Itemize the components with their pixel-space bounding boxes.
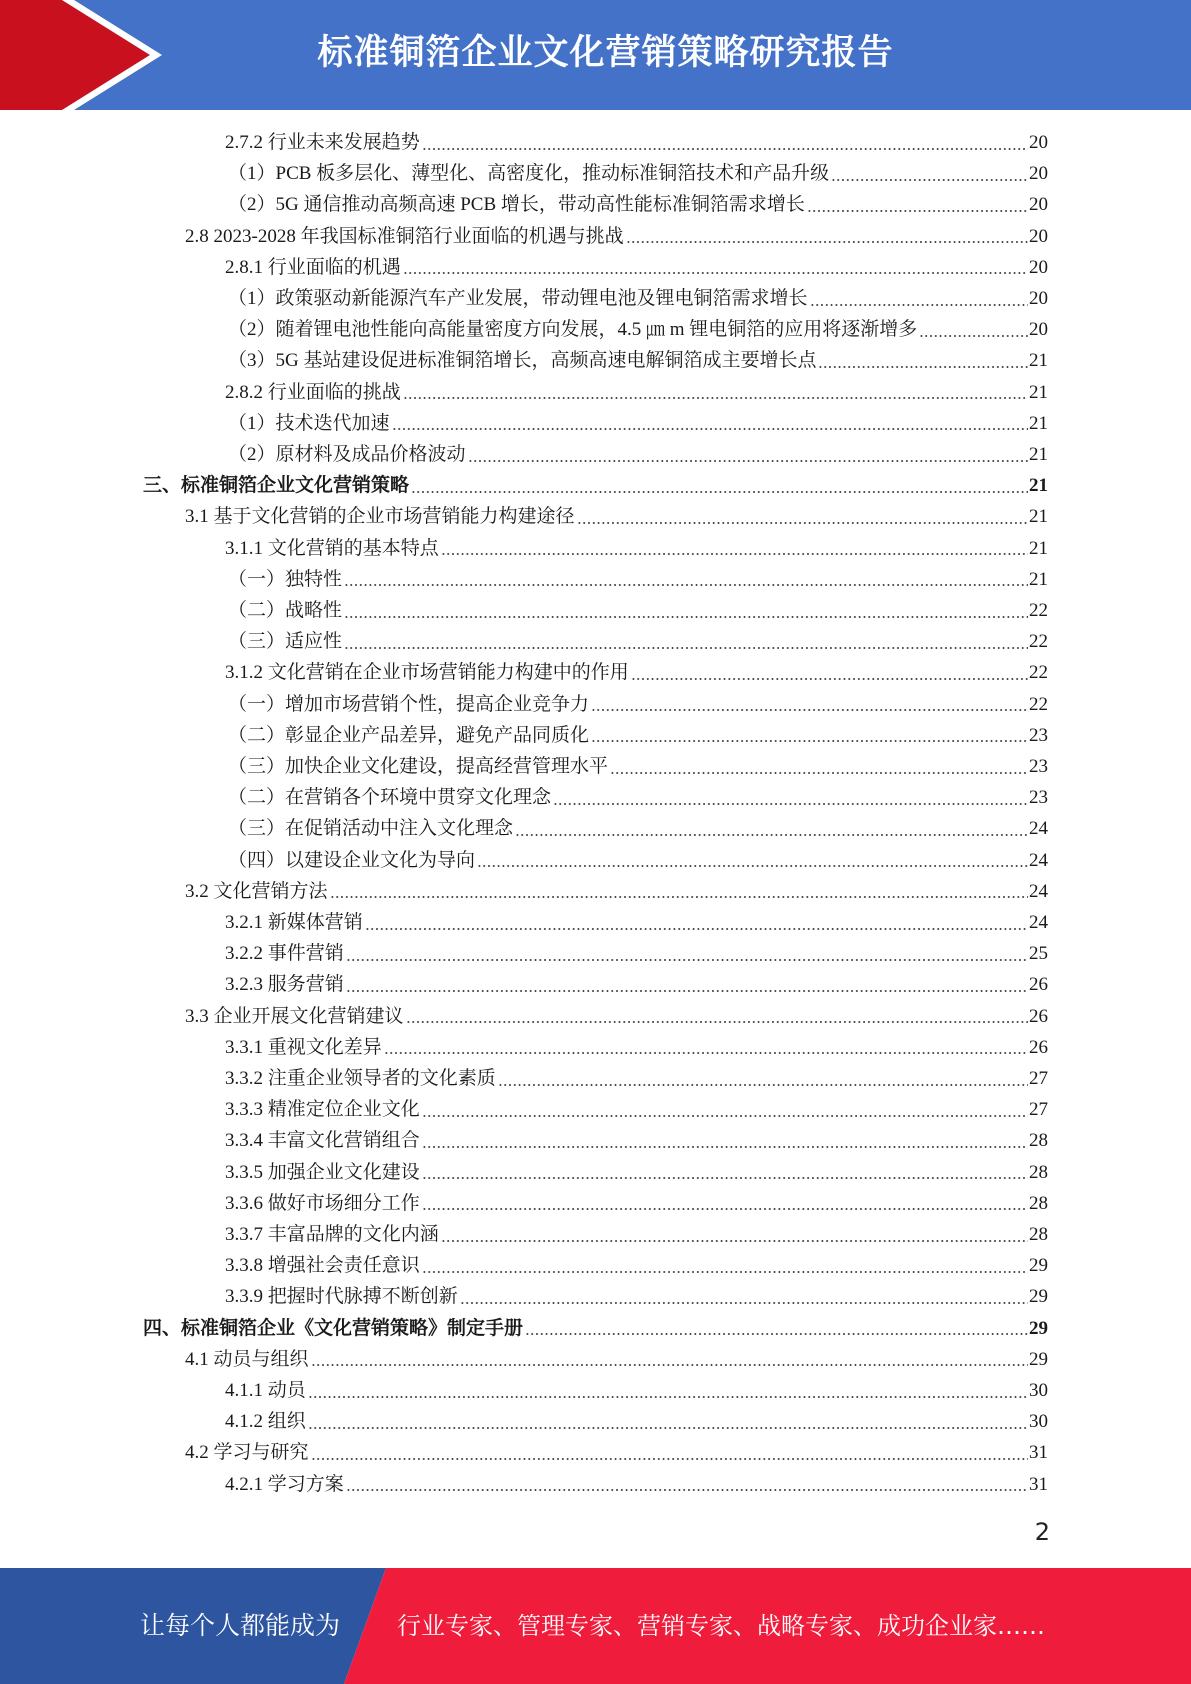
toc-dot-leader: [308, 1427, 1028, 1429]
toc-dot-leader: [591, 740, 1028, 742]
toc-entry[interactable]: [228, 408, 1048, 439]
toc-entry[interactable]: [185, 1437, 1048, 1468]
toc-entry-page: 23: [1029, 756, 1048, 777]
toc-entry-page: 21: [1029, 475, 1048, 497]
toc-entry-page: 21: [1029, 444, 1048, 465]
toc-entry-title: （2）5G 通信推动高频高速 PCB 增长，带动高性能标准铜箔需求增长: [228, 194, 805, 216]
toc-entry-title: 3.2.1 新媒体营销: [225, 912, 363, 933]
toc-dot-leader: [441, 553, 1028, 555]
toc-entry-title: （3）5G 基站建设促进标准铜箔增长，高频高速电解铜箔成主要增长点: [228, 350, 817, 372]
toc-entry-page: 21: [1029, 350, 1048, 372]
toc-entry-title: 三、标准铜箔企业文化营销策略: [143, 475, 410, 497]
toc-entry-page: 29: [1029, 1348, 1048, 1370]
toc-entry-title: 3.3.3 精准定位企业文化: [225, 1099, 420, 1121]
toc-entry[interactable]: [225, 1125, 1048, 1156]
toc-entry[interactable]: [225, 657, 1048, 688]
toc-entry-page: 28: [1029, 1130, 1048, 1152]
toc-entry-title: 3.3.6 做好市场细分工作: [225, 1192, 420, 1214]
toc-entry[interactable]: [225, 1219, 1048, 1250]
toc-entry[interactable]: [185, 221, 1048, 252]
toc-entry-title: 3.2 文化营销方法: [185, 880, 328, 902]
toc-entry-page: 24: [1029, 912, 1048, 933]
toc-entry[interactable]: [225, 533, 1048, 564]
toc-entry[interactable]: [228, 564, 1048, 595]
toc-entry-title: （一）独特性: [228, 568, 343, 590]
toc-entry-page: 21: [1029, 412, 1048, 434]
toc-entry-title: 2.8.2 行业面临的挑战: [225, 381, 401, 403]
toc-dot-leader: [311, 1458, 1028, 1460]
toc-dot-leader: [610, 772, 1028, 774]
toc-entry-title: 3.2.3 服务营销: [225, 974, 344, 996]
toc-entry[interactable]: [225, 127, 1048, 158]
toc-entry[interactable]: [185, 1001, 1048, 1032]
toc-entry-page: 27: [1029, 1099, 1048, 1121]
toc-entry-page: 20: [1029, 194, 1048, 216]
toc-entry-page: 20: [1029, 163, 1048, 185]
toc-entry-page: 21: [1029, 381, 1048, 403]
toc-entry-title: 3.3.8 增强社会责任意识: [225, 1255, 420, 1277]
toc-entry-page: 21: [1029, 506, 1048, 528]
toc-dot-leader: [468, 460, 1028, 462]
toc-dot-leader: [403, 397, 1028, 399]
toc-entry-page: 20: [1029, 225, 1048, 247]
toc-entry-page: 24: [1029, 849, 1048, 871]
toc-entry-title: 2.7.2 行业未来发展趋势: [225, 132, 420, 153]
toc-dot-leader: [384, 1052, 1028, 1054]
toc-entry-page: 26: [1029, 1005, 1048, 1027]
toc-entry[interactable]: [228, 751, 1048, 782]
toc-entry[interactable]: [228, 626, 1048, 657]
toc-entry-title: （二）彰显企业产品差异，避免产品同质化: [228, 724, 590, 746]
toc-entry-page: 26: [1029, 974, 1048, 996]
toc-dot-leader: [411, 491, 1028, 493]
toc-dot-leader: [626, 241, 1028, 243]
toc-entry-title: 4.2 学习与研究: [185, 1442, 309, 1464]
toc-entry-page: 21: [1029, 537, 1048, 559]
toc-entry-page: 29: [1029, 1255, 1048, 1277]
toc-entry[interactable]: [185, 1344, 1048, 1375]
toc-entry-title: （三）在促销活动中注入文化理念: [228, 818, 514, 840]
toc-entry-page: 23: [1029, 724, 1048, 746]
toc-entry[interactable]: [225, 252, 1048, 283]
toc-dot-leader: [308, 1396, 1028, 1398]
toc-entry-title: （四）以建设企业文化为导向: [228, 849, 476, 871]
toc-entry-page: 28: [1029, 1224, 1048, 1245]
toc-entry[interactable]: [228, 283, 1048, 314]
toc-dot-leader: [525, 1333, 1028, 1335]
toc-entry-title: 2.8 2023-2028 年我国标准铜箔行业面临的机遇与挑战: [185, 225, 624, 247]
toc-entry-page: 24: [1029, 818, 1048, 840]
toc-entry-title: 3.1.1 文化营销的基本特点: [225, 537, 439, 559]
toc-entry-page: 28: [1029, 1192, 1048, 1214]
toc-dot-leader: [577, 522, 1028, 524]
toc-entry[interactable]: [225, 1250, 1048, 1281]
toc-entry-page: 22: [1029, 662, 1048, 684]
toc-entry-title: （2）原材料及成品价格波动: [228, 444, 466, 465]
toc-entry[interactable]: [225, 907, 1048, 938]
page-number: 2: [1034, 1518, 1050, 1546]
toc-entry-title: 3.3.7 丰富品牌的文化内涵: [225, 1224, 439, 1245]
toc-dot-leader: [311, 1364, 1028, 1366]
toc-entry-title: （二）在营销各个环境中贯穿文化理念: [228, 787, 552, 809]
toc-dot-leader: [346, 1489, 1028, 1491]
toc-dot-leader: [515, 834, 1028, 836]
toc-entry[interactable]: [225, 377, 1048, 408]
toc-entry-page: 29: [1029, 1286, 1048, 1308]
toc-entry[interactable]: [143, 470, 1048, 501]
toc-entry-page: 30: [1029, 1380, 1048, 1401]
toc-entry-title: （二）战略性: [228, 600, 343, 621]
toc-entry[interactable]: [225, 1032, 1048, 1063]
toc-dot-leader: [631, 678, 1028, 680]
footer-slogan-left: 让每个人都能成为: [140, 1611, 341, 1640]
toc-entry-title: 3.3.9 把握时代脉搏不断创新: [225, 1286, 458, 1308]
toc-entry[interactable]: [228, 720, 1048, 751]
toc-entry-page: 20: [1029, 288, 1048, 309]
toc-entry[interactable]: [225, 1094, 1048, 1125]
toc-entry[interactable]: [228, 813, 1048, 844]
toc-entry-title: 3.1.2 文化营销在企业市场营销能力构建中的作用: [225, 662, 629, 684]
toc-entry-page: 31: [1029, 1473, 1048, 1495]
toc-entry-title: 3.3.1 重视文化差异: [225, 1036, 382, 1058]
toc-dot-leader: [553, 803, 1028, 805]
toc-entry[interactable]: [225, 1063, 1048, 1094]
toc-entry-title: 3.3.2 注重企业领导者的文化素质: [225, 1068, 496, 1089]
toc-entry-page: 25: [1029, 943, 1048, 965]
toc-dot-leader: [441, 1240, 1028, 1242]
toc-entry-title: （三）适应性: [228, 631, 343, 653]
toc-entry-page: 30: [1029, 1411, 1048, 1433]
toc-entry[interactable]: [225, 1469, 1048, 1500]
toc-entry[interactable]: [228, 345, 1048, 376]
toc-entry-page: 20: [1029, 256, 1048, 278]
toc-dot-leader: [818, 366, 1028, 368]
toc-entry-page: 31: [1029, 1442, 1048, 1464]
toc-entry[interactable]: [225, 1406, 1048, 1437]
toc-entry[interactable]: [228, 158, 1048, 189]
toc-entry[interactable]: [225, 938, 1048, 969]
toc-entry-page: 22: [1029, 693, 1048, 715]
toc-dot-leader: [422, 1177, 1028, 1179]
toc-entry[interactable]: [225, 1375, 1048, 1406]
toc-dot-leader: [344, 616, 1028, 618]
footer-slogan-right: 行业专家、管理专家、营销专家、战略专家、成功企业家……: [397, 1612, 1045, 1640]
toc-entry-page: 23: [1029, 787, 1048, 809]
toc-entry[interactable]: [225, 1281, 1048, 1312]
toc-entry-page: 21: [1029, 568, 1048, 590]
toc-dot-leader: [807, 210, 1028, 212]
toc-entry-page: 20: [1029, 132, 1048, 153]
toc-dot-leader: [392, 428, 1028, 430]
toc-entry-title: （三）加快企业文化建设，提高经营管理水平: [228, 756, 609, 777]
toc-entry-title: 3.3 企业开展文化营销建议: [185, 1005, 404, 1027]
toc-dot-leader: [422, 148, 1028, 150]
toc-entry[interactable]: [185, 876, 1048, 907]
toc-entry[interactable]: [225, 1188, 1048, 1219]
toc-dot-leader: [422, 1271, 1028, 1273]
toc-dot-leader: [406, 1021, 1028, 1023]
toc-entry-title: 2.8.1 行业面临的机遇: [225, 256, 401, 278]
toc-entry[interactable]: [228, 189, 1048, 220]
toc-dot-leader: [346, 990, 1028, 992]
toc-entry-title: 4.1.1 动员: [225, 1380, 306, 1401]
toc-entry-title: 3.3.4 丰富文化营销组合: [225, 1130, 420, 1152]
toc-entry[interactable]: [143, 1313, 1048, 1344]
toc-entry[interactable]: [228, 845, 1048, 876]
toc-entry-title: 4.1 动员与组织: [185, 1348, 309, 1370]
toc-entry-title: （2）随着锂电池性能向高能量密度方向发展，4.5 ㎛ m 锂电铜箔的应用将逐渐增多: [228, 319, 918, 341]
toc-entry-page: 27: [1029, 1068, 1048, 1089]
toc-entry-title: 3.2.2 事件营销: [225, 943, 344, 965]
toc-dot-leader: [919, 335, 1028, 337]
toc-entry[interactable]: [225, 1157, 1048, 1188]
toc-entry-title: 3.3.5 加强企业文化建设: [225, 1161, 420, 1183]
toc-dot-leader: [330, 896, 1028, 898]
toc-dot-leader: [344, 647, 1028, 649]
toc-dot-leader: [477, 865, 1028, 867]
toc-entry-title: 4.1.2 组织: [225, 1411, 306, 1433]
toc-entry-page: 29: [1029, 1317, 1048, 1339]
toc-entry-page: 28: [1029, 1161, 1048, 1183]
toc-entry[interactable]: [228, 439, 1048, 470]
toc-dot-leader: [365, 928, 1028, 930]
toc-dot-leader: [403, 272, 1028, 274]
toc-entry[interactable]: [228, 689, 1048, 720]
toc-entry-title: （1）政策驱动新能源汽车产业发展，带动锂电池及锂电铜箔需求增长: [228, 288, 808, 309]
toc-entry[interactable]: [228, 595, 1048, 626]
toc-entry[interactable]: [185, 501, 1048, 532]
toc-dot-leader: [831, 179, 1028, 181]
toc-dot-leader: [810, 304, 1028, 306]
toc-entry-title: 3.1 基于文化营销的企业市场营销能力构建途径: [185, 506, 575, 528]
toc-dot-leader: [591, 709, 1028, 711]
toc-entry-title: （1）技术迭代加速: [228, 412, 390, 434]
toc-dot-leader: [422, 1115, 1028, 1117]
toc-entry-page: 22: [1029, 600, 1048, 621]
toc-entry[interactable]: [228, 314, 1048, 345]
toc-entry[interactable]: [228, 782, 1048, 813]
page-header: [0, 0, 1191, 110]
toc-dot-leader: [422, 1146, 1028, 1148]
toc-dot-leader: [460, 1302, 1028, 1304]
toc-dot-leader: [346, 959, 1028, 961]
toc-entry-title: 4.2.1 学习方案: [225, 1473, 344, 1495]
toc-entry-title: 四、标准铜箔企业《文化营销策略》制定手册: [143, 1317, 524, 1339]
toc-entry-page: 26: [1029, 1036, 1048, 1058]
toc-dot-leader: [344, 584, 1028, 586]
page-footer: [0, 1568, 1191, 1684]
page-title: 标准铜箔企业文化营销策略研究报告: [317, 33, 894, 73]
toc-entry-title: （1）PCB 板多层化、薄型化、高密度化，推动标准铜箔技术和产品升级: [228, 163, 830, 185]
toc-entry-page: 22: [1029, 631, 1048, 653]
toc-dot-leader: [422, 1208, 1028, 1210]
toc-entry-page: 24: [1029, 880, 1048, 902]
toc-entry[interactable]: [225, 969, 1048, 1000]
toc-entry-title: （一）增加市场营销个性，提高企业竞争力: [228, 693, 590, 715]
toc-entry-page: 20: [1029, 319, 1048, 341]
toc-dot-leader: [498, 1084, 1028, 1086]
